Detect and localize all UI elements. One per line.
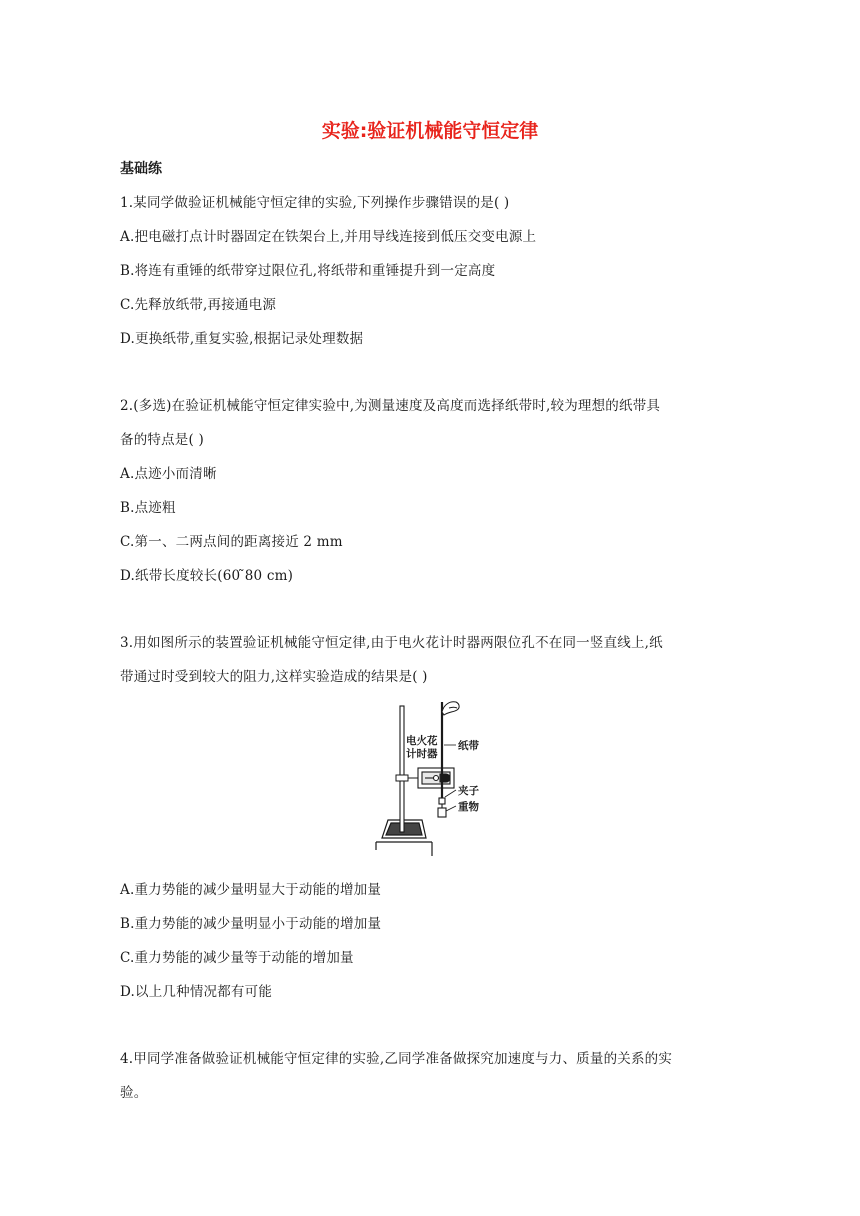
section-heading: 基础练 <box>120 161 162 177</box>
question-2-stem-line-1: 2.(多选)在验证机械能守恒定律实验中,为测量速度及高度而选择纸带时,较为理想的纸带具 <box>120 398 661 414</box>
page-title: 实验:验证机械能守恒定律 <box>321 120 539 142</box>
question-1-stem: 1.某同学做验证机械能守恒定律的实验,下列操作步骤错误的是( ) <box>120 195 510 211</box>
question-3-stem-line-2: 带通过时受到较大的阻力,这样实验造成的结果是( ) <box>120 669 428 685</box>
label-timer-line-1: 电火花 <box>406 735 438 747</box>
question-1-option-b: B.将连有重锤的纸带穿过限位孔,将纸带和重锤提升到一定高度 <box>120 263 496 279</box>
clip-and-weight <box>438 798 446 817</box>
label-clip: 夹子 <box>458 785 479 797</box>
question-2-stem-line-2: 备的特点是( ) <box>120 432 204 448</box>
label-paper-tape: 纸带 <box>458 740 479 752</box>
question-2-option-a: A.点迹小而清晰 <box>120 466 217 482</box>
question-3-option-a: A.重力势能的减少量明显大于动能的增加量 <box>120 882 382 898</box>
apparatus-figure <box>370 698 490 860</box>
spark-timer <box>418 768 454 788</box>
question-4-stem-line-2: 验。 <box>120 1085 148 1101</box>
label-weight: 重物 <box>458 801 479 813</box>
stand-rod <box>400 706 404 832</box>
question-2-option-d: D.纸带长度较长(60 ̃80 cm) <box>120 568 294 584</box>
question-2-option-b: B.点迹粗 <box>120 500 176 516</box>
question-1-option-c: C.先释放纸带,再接通电源 <box>120 297 277 313</box>
question-3-option-b: B.重力势能的减少量明显小于动能的增加量 <box>120 916 382 932</box>
question-2-option-c: C.第一、二两点间的距离接近 2 mm <box>120 534 343 550</box>
question-4-stem-line-1: 4.甲同学准备做验证机械能守恒定律的实验,乙同学准备做探究加速度与力、质量的关系的实 <box>120 1051 673 1067</box>
question-3-option-c: C.重力势能的减少量等于动能的增加量 <box>120 950 354 966</box>
question-1-option-d: D.更换纸带,重复实验,根据记录处理数据 <box>120 331 364 347</box>
question-3-stem-line-1: 3.用如图所示的装置验证机械能守恒定律,由于电火花计时器两限位孔不在同一竖直线上,纸 <box>120 635 663 651</box>
hand-icon <box>442 702 459 715</box>
question-3-option-d: D.以上几种情况都有可能 <box>120 984 273 1000</box>
label-timer-line-2: 计时器 <box>406 748 438 760</box>
question-1-option-a: A.把电磁打点计时器固定在铁架台上,并用导线连接到低压交变电源上 <box>120 229 537 245</box>
